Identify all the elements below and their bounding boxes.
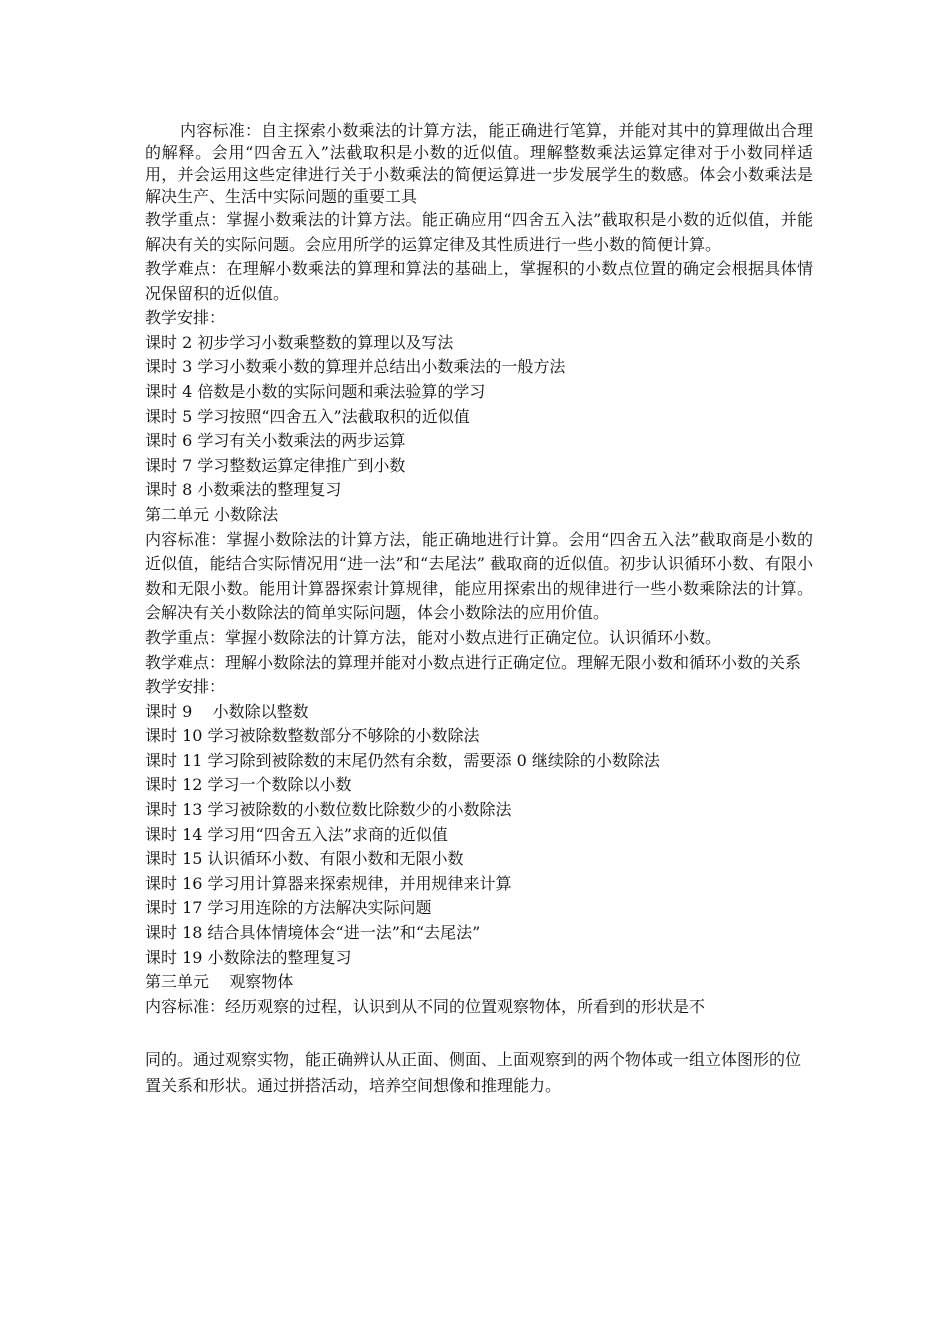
unit1-lesson-list <box>145 331 813 503</box>
lesson-item: 课时 6 学习有关小数乘法的两步运算 <box>145 431 406 451</box>
lesson-item: 课时 14 学习用“四舍五入法”求商的近似值 <box>145 824 448 844</box>
lesson-item: 课时 17 学习用连除的方法解决实际问题 <box>145 898 432 918</box>
unit2-lesson-list <box>145 700 813 971</box>
unit1-arrangement-label: 教学安排： <box>145 308 226 328</box>
lesson-item: 课时 13 学习被除数的小数位数比除数少的小数除法 <box>145 800 512 820</box>
unit3-continuation <box>145 1047 813 1099</box>
unit2-key-points: 教学重点：掌握小数除法的计算方法，能对小数点进行正确定位。认识循环小数。 <box>145 627 722 647</box>
unit3-content-standard-rest: 同的。通过观察实物，能正确辨认从正面、侧面、上面观察到的两个物体或一组立体图形的位置关系和形状。通过拼搭活动，培养空间想像和推理能力。 <box>145 1050 802 1096</box>
lesson-item: 课时 3 学习小数乘小数的算理并总结出小数乘法的一般方法 <box>145 357 566 377</box>
lesson-item: 课时 5 学习按照“四舍五入”法截取积的近似值 <box>145 406 470 426</box>
lesson-item: 课时 10 学习被除数整数部分不够除的小数除法 <box>145 726 480 746</box>
document-body <box>145 120 813 1099</box>
unit3-heading: 第三单元 观察物体 <box>145 972 294 992</box>
lesson-item: 课时 15 认识循环小数、有限小数和无限小数 <box>145 849 464 869</box>
unit2-heading: 第二单元 小数除法 <box>145 504 279 524</box>
unit1-difficulty: 教学难点：在理解小数乘法的算理和算法的基础上，掌握积的小数点位置的确定会根据具体情况保留积的近似值。 <box>145 259 813 303</box>
lesson-item: 课时 8 小数乘法的整理复习 <box>145 480 342 500</box>
unit3-content-standard-line1: 内容标准：经历观察的过程，认识到从不同的位置观察物体，所看到的形状是不 <box>145 996 706 1016</box>
lesson-item: 课时 9 小数除以整数 <box>145 701 309 721</box>
unit2-arrangement-label: 教学安排： <box>145 677 226 697</box>
unit2-content-standard: 内容标准：掌握小数除法的计算方法，能正确地进行计算。会用“四舍五入法”截取商是小数的近似值，能结合实际情况用“进一法”和“去尾法” 截取商的近似值。初步认识循环小数、有限小数和无限小数。能用计算器探索计算规律，能应用探索出的规律进行一些小数乘除法的计算。会解决有关小数除法的简单实际问题，体会小数除法的应用价值。 <box>145 529 813 623</box>
lesson-item: 课时 12 学习一个数除以小数 <box>145 775 352 795</box>
lesson-item: 课时 11 学习除到被除数的末尾仍然有余数，需要添 0 继续除的小数除法 <box>145 750 660 770</box>
lesson-item: 课时 7 学习整数运算定律推广到小数 <box>145 455 406 475</box>
lesson-item: 课时 18 结合具体情境体会“进一法”和“去尾法” <box>145 923 481 943</box>
unit2-difficulty: 教学难点：理解小数除法的算理并能对小数点进行正确定位。理解无限小数和循环小数的关系 <box>145 652 802 672</box>
lesson-item: 课时 4 倍数是小数的实际问题和乘法验算的学习 <box>145 381 486 401</box>
paragraph-gap <box>145 1019 813 1047</box>
unit1-intro-block <box>145 120 813 257</box>
unit1-key-points: 教学重点：掌握小数乘法的计算方法。能正确应用“四舍五入法”截取积是小数的近似值，并能解决有关的实际问题。会应用所学的运算定律及其性质进行一些小数的简便计算。 <box>145 210 813 254</box>
unit1-content-standard: 内容标准：自主探索小数乘法的计算方法，能正确进行笔算，并能对其中的算理做出合理的解释。会用“四舍五入”法截取积是小数的近似值。理解整数乘法运算定律对于小数同样适用，并会运用这些定律进行关于小数乘法的简便运算进一步发展学生的数感。体会小数乘法是解决生产、生活中实际问题的重要工具 <box>145 121 813 206</box>
lesson-item: 课时 19 小数除法的整理复习 <box>145 947 352 967</box>
lesson-item: 课时 2 初步学习小数乘整数的算理以及写法 <box>145 332 454 352</box>
lesson-item: 课时 16 学习用计算器来探索规律，并用规律来计算 <box>145 873 512 893</box>
